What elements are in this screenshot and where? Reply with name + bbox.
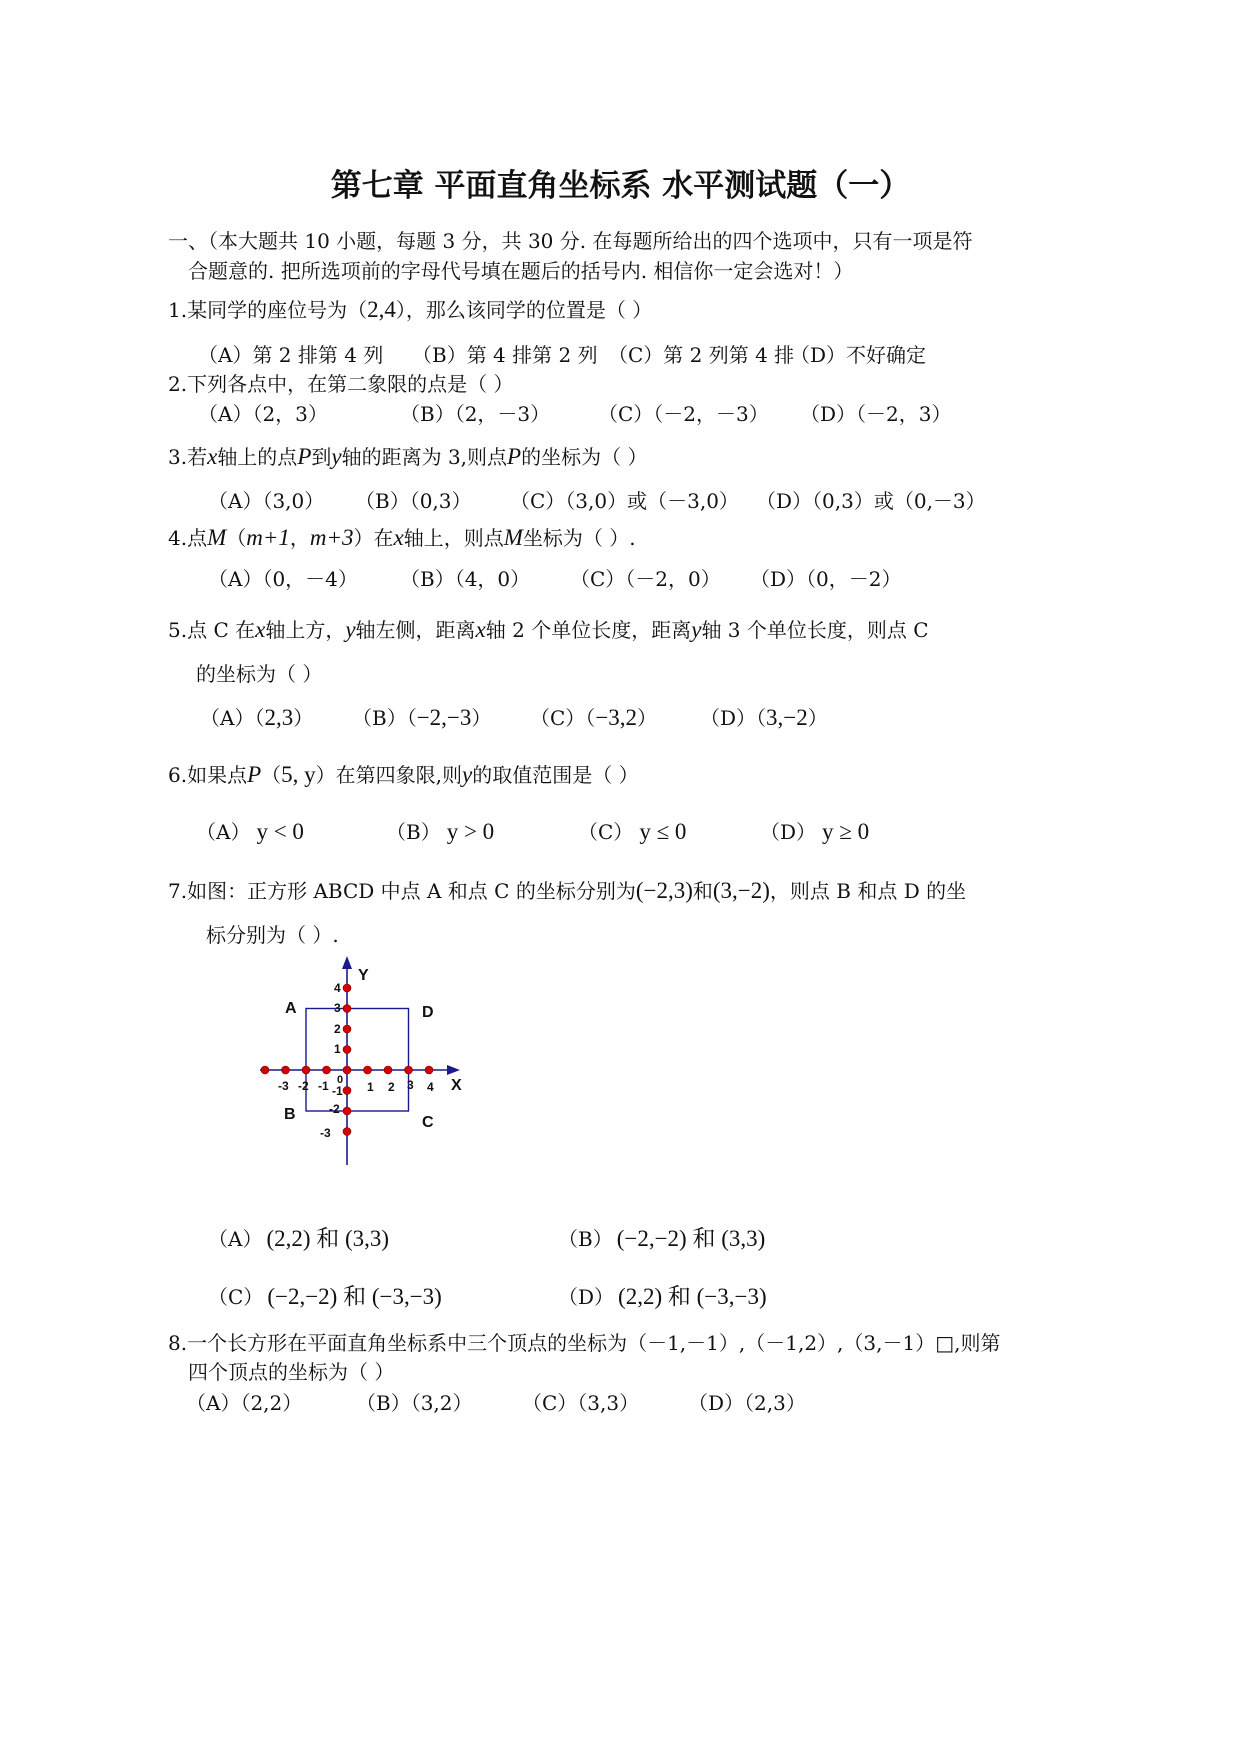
section-instructions-line1: 一、（本大题共 10 小题，每题 3 分，共 30 分. 在每题所给出的四个选项中，只有一项是符 bbox=[168, 229, 973, 253]
point-x-neg1 bbox=[323, 1066, 331, 1074]
y-tick-label: 3 bbox=[334, 1001, 341, 1015]
q5-option-d: （D）（3,−2） bbox=[700, 705, 828, 730]
q5-stem: 5.点 C 在x轴上方，y轴左侧，距离x轴 2 个单位长度，距离y轴 3 个单位长度，则点 C bbox=[168, 617, 929, 642]
q2-option-a: （A）（2，3） bbox=[198, 402, 328, 426]
x-axis-arrow bbox=[447, 1065, 460, 1075]
point-x-2 bbox=[384, 1066, 392, 1074]
point-y-neg1 bbox=[343, 1087, 351, 1095]
q2-option-d: （D）（－2，3） bbox=[800, 402, 952, 426]
q7-option-a: （A） (2,2) 和 (3,3) bbox=[208, 1226, 390, 1251]
q8-option-a: （A）（2,2） bbox=[186, 1391, 303, 1415]
x-tick-label: 1 bbox=[367, 1080, 374, 1094]
section-instructions-line2: 合题意的. 把所选项前的字母代号填在题后的括号内. 相信你一定会选对！） bbox=[188, 259, 854, 283]
q4-option-d: （D）（0，－2） bbox=[750, 567, 902, 591]
origin-label: 0 bbox=[337, 1074, 344, 1086]
point-x-neg3 bbox=[282, 1066, 290, 1074]
q5-option-b: （B）（−2,−3） bbox=[352, 705, 492, 730]
point-y-3 bbox=[343, 1005, 351, 1013]
vertex-label-c: C bbox=[422, 1114, 434, 1131]
y-axis-label: Y bbox=[358, 967, 369, 984]
q5-option-a: （A）（2,3） bbox=[200, 705, 314, 730]
q1-stem: 1.某同学的座位号为（2,4），那么该同学的位置是（ ） bbox=[168, 297, 653, 322]
x-tick-label: -3 bbox=[278, 1079, 289, 1093]
q7-option-c: （C） (−2,−2) 和 (−3,−3) bbox=[208, 1284, 442, 1309]
point-origin bbox=[343, 1066, 351, 1074]
point-y-2 bbox=[343, 1025, 351, 1033]
q8-option-d: （D）（2,3） bbox=[688, 1391, 806, 1415]
x-tick-label: -2 bbox=[298, 1079, 309, 1093]
point-y-neg2 bbox=[343, 1107, 351, 1115]
q3-option-b: （B）（0,3） bbox=[355, 489, 472, 513]
q8-option-c: （C）（3,3） bbox=[522, 1391, 640, 1415]
q6-option-a: （A） y < 0 bbox=[196, 819, 304, 844]
page-title: 第七章 平面直角坐标系 水平测试题（一） bbox=[330, 168, 911, 204]
q7-stem-line2: 标分别为（ ）. bbox=[206, 923, 339, 947]
point-x-neg4 bbox=[261, 1066, 269, 1074]
y-tick-label: -2 bbox=[329, 1102, 340, 1116]
point-y-1 bbox=[343, 1046, 351, 1054]
point-y-4 bbox=[343, 984, 351, 992]
q4-option-a: （A）（0，－4） bbox=[208, 567, 358, 591]
point-y-neg3 bbox=[343, 1128, 351, 1136]
q2-option-b: （B）（2，－3） bbox=[400, 402, 551, 426]
q2-option-c: （C）（－2，－3） bbox=[598, 402, 769, 426]
y-tick-label: 2 bbox=[334, 1022, 341, 1036]
q8-stem-line2: 四个顶点的坐标为（ ） bbox=[188, 1360, 395, 1384]
point-x-4 bbox=[425, 1066, 433, 1074]
square-abcd-figure bbox=[250, 950, 480, 1175]
y-axis-arrow bbox=[342, 956, 352, 969]
q1-option-d: （D）不好确定 bbox=[790, 343, 927, 367]
q3-stem: 3.若x轴上的点P到y轴的距离为 3,则点P的坐标为（ ） bbox=[168, 444, 648, 469]
q3-option-d: （D）（0,3）或（0,－3） bbox=[756, 489, 986, 513]
q6-option-d: （D） y ≥ 0 bbox=[760, 819, 870, 844]
square-abcd bbox=[306, 1009, 409, 1112]
q1-option-a: （A）第 2 排第 4 列 bbox=[198, 343, 384, 367]
q1-option-c: （C）第 2 列第 4 排 bbox=[608, 343, 795, 367]
point-x-3 bbox=[405, 1066, 413, 1074]
point-x-1 bbox=[364, 1066, 372, 1074]
q6-option-c: （C） y ≤ 0 bbox=[578, 819, 687, 844]
q2-stem: 2.下列各点中，在第二象限的点是（ ） bbox=[168, 372, 514, 396]
x-tick-label: 4 bbox=[427, 1080, 434, 1094]
q8-stem-line1: 8.一个长方形在平面直角坐标系中三个顶点的坐标为（－1,－1）,（－1,2）,（3,－1）□,则第 bbox=[168, 1331, 1001, 1355]
q7-option-b: （B） (−2,−2) 和 (3,3) bbox=[558, 1226, 766, 1251]
q7-stem: 7.如图：正方形 ABCD 中点 A 和点 C 的坐标分别为(−2,3)和(3,−2)，则点 B 和点 D 的坐 bbox=[168, 878, 967, 903]
q5-option-c: （C）（−3,2） bbox=[530, 705, 658, 730]
q6-option-b: （B） y > 0 bbox=[386, 819, 495, 844]
y-tick-label: -1 bbox=[332, 1084, 343, 1098]
vertex-label-b: B bbox=[284, 1106, 296, 1123]
q5-stem-line2: 的坐标为（ ） bbox=[196, 662, 323, 686]
vertex-label-a: A bbox=[285, 1000, 297, 1017]
x-tick-label: 3 bbox=[407, 1078, 414, 1092]
point-x-neg2 bbox=[302, 1066, 310, 1074]
q4-option-b: （B）（4，0） bbox=[400, 567, 531, 591]
vertex-label-d: D bbox=[422, 1004, 434, 1021]
y-tick-label: 4 bbox=[334, 981, 341, 995]
q3-option-a: （A）（3,0） bbox=[208, 489, 325, 513]
q1-option-b: （B）第 4 排第 2 列 bbox=[412, 343, 598, 367]
y-tick-label: 1 bbox=[334, 1042, 341, 1056]
q7-option-d: （D） (2,2) 和 (−3,−3) bbox=[558, 1284, 767, 1309]
x-axis-label: X bbox=[451, 1077, 462, 1094]
x-tick-label: 2 bbox=[388, 1080, 395, 1094]
q8-option-b: （B）（3,2） bbox=[356, 1391, 473, 1415]
q6-stem: 6.如果点P（5, y）在第四象限,则y的取值范围是（ ） bbox=[168, 762, 639, 787]
q4-option-c: （C）（－2，0） bbox=[570, 567, 721, 591]
y-tick-label: -3 bbox=[320, 1126, 331, 1140]
x-tick-label: -1 bbox=[318, 1079, 329, 1093]
q4-stem: 4.点M（m+1，m+3）在x轴上，则点M坐标为（ ）. bbox=[168, 525, 636, 550]
q3-option-c: （C）（3,0）或（－3,0） bbox=[510, 489, 739, 513]
